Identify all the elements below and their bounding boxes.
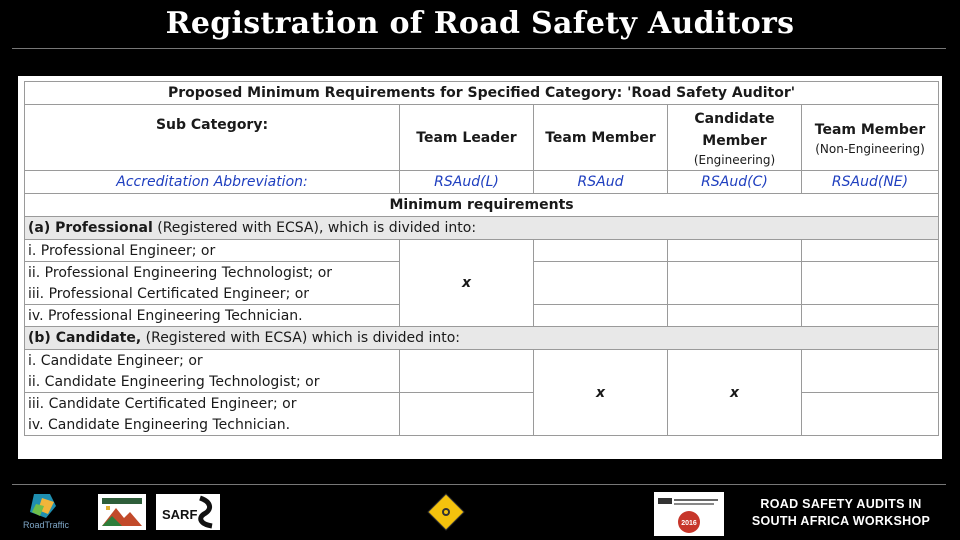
- empty-cell: [802, 350, 939, 393]
- slide-title: Registration of Road Safety Auditors: [165, 6, 795, 41]
- empty-cell: [668, 305, 802, 327]
- section-b-item: i. Candidate Engineer; or: [25, 350, 400, 372]
- abbr-team-leader: RSAud(L): [400, 171, 534, 194]
- table-row: [25, 240, 939, 262]
- section-a-label: [25, 217, 939, 240]
- empty-cell: [802, 393, 939, 436]
- empty-cell: [668, 240, 802, 262]
- min-req-row: [25, 194, 939, 217]
- abbr-label: Accreditation Abbreviation:: [25, 171, 400, 194]
- col-candidate-note: (Engineering): [693, 152, 776, 167]
- table-heading-row: [25, 82, 939, 105]
- section-b-row: [25, 327, 939, 350]
- abbreviation-row: [25, 171, 939, 194]
- abbr-candidate: RSAud(C): [668, 171, 802, 194]
- conference-logo-mark: [656, 494, 722, 534]
- requirements-sheet: [18, 76, 942, 459]
- empty-cell: [802, 305, 939, 327]
- section-a-leader-mark: x: [400, 240, 534, 327]
- column-header-row: [25, 105, 939, 171]
- conference-logo: [654, 492, 724, 536]
- section-a-item: ii. Professional Engineering Technologist; or: [25, 262, 400, 284]
- table-row: [25, 350, 939, 372]
- min-req-label: Minimum requirements: [25, 194, 939, 217]
- col-candidate-line1: Candidate: [694, 110, 775, 127]
- conference-logo-year: 2016: [681, 520, 697, 527]
- empty-cell: [668, 262, 802, 305]
- col-team-leader: Team Leader: [400, 105, 534, 171]
- road-traffic-logo: [16, 490, 76, 532]
- workshop-caption: [730, 496, 952, 530]
- section-b-item: iii. Candidate Certificated Engineer; or: [25, 393, 400, 415]
- section-a-bold: (a) Professional: [28, 220, 153, 236]
- section-a-item: iv. Professional Engineering Technician.: [25, 305, 400, 327]
- section-b-candidate-mark: x: [668, 350, 802, 436]
- empty-cell: [534, 305, 668, 327]
- section-a-row: [25, 217, 939, 240]
- empty-cell: [534, 262, 668, 305]
- road-traffic-logo-mark: [16, 490, 76, 532]
- footer-divider: [12, 484, 946, 485]
- org-seal-icon: [100, 496, 144, 528]
- empty-cell: [400, 350, 534, 393]
- diamond-sign-icon: [426, 492, 466, 532]
- section-b-item: ii. Candidate Engineering Technologist; or: [25, 371, 400, 393]
- road-traffic-logo-text: RoadTraffic: [22, 520, 70, 530]
- workshop-caption-line1: ROAD SAFETY AUDITS IN: [760, 497, 922, 511]
- col-team-member-ne: [802, 105, 939, 171]
- section-b-member-mark: x: [534, 350, 668, 436]
- abbr-team-member: RSAud: [534, 171, 668, 194]
- col-team-member: Team Member: [534, 105, 668, 171]
- table-row: [25, 393, 939, 415]
- sarf-logo-text: SARF: [162, 507, 198, 522]
- abbr-non-engineering: RSAud(NE): [802, 171, 939, 194]
- section-a-item: i. Professional Engineer; or: [25, 240, 400, 262]
- requirements-table: [24, 81, 939, 436]
- sarf-logo-mark: [156, 494, 220, 530]
- col-ne-name: Team Member: [814, 121, 926, 138]
- empty-cell: [802, 262, 939, 305]
- section-a-rest: (Registered with ECSA), which is divided into:: [152, 220, 477, 236]
- empty-cell: [534, 240, 668, 262]
- empty-cell: [802, 240, 939, 262]
- sub-category-label: Sub Category:: [25, 105, 400, 171]
- table-heading: Proposed Minimum Requirements for Specified Category: 'Road Safety Auditor': [25, 82, 939, 105]
- section-b-item: iv. Candidate Engineering Technician.: [25, 414, 400, 436]
- title-divider: [12, 48, 946, 49]
- col-ne-note: (Non-Engineering): [815, 141, 925, 156]
- sarf-logo: [156, 494, 220, 530]
- section-b-rest: (Registered with ECSA) which is divided into:: [141, 330, 460, 346]
- road-sign-logo: [426, 492, 466, 532]
- col-candidate-member: [668, 105, 802, 171]
- section-a-item: iii. Professional Certificated Engineer; or: [25, 283, 400, 305]
- col-candidate-line2: Member: [702, 132, 767, 149]
- org-seal-logo: [98, 494, 146, 530]
- section-b-label: [25, 327, 939, 350]
- empty-cell: [400, 393, 534, 436]
- section-b-bold: (b) Candidate,: [28, 330, 142, 346]
- workshop-caption-line2: SOUTH AFRICA WORKSHOP: [751, 514, 931, 528]
